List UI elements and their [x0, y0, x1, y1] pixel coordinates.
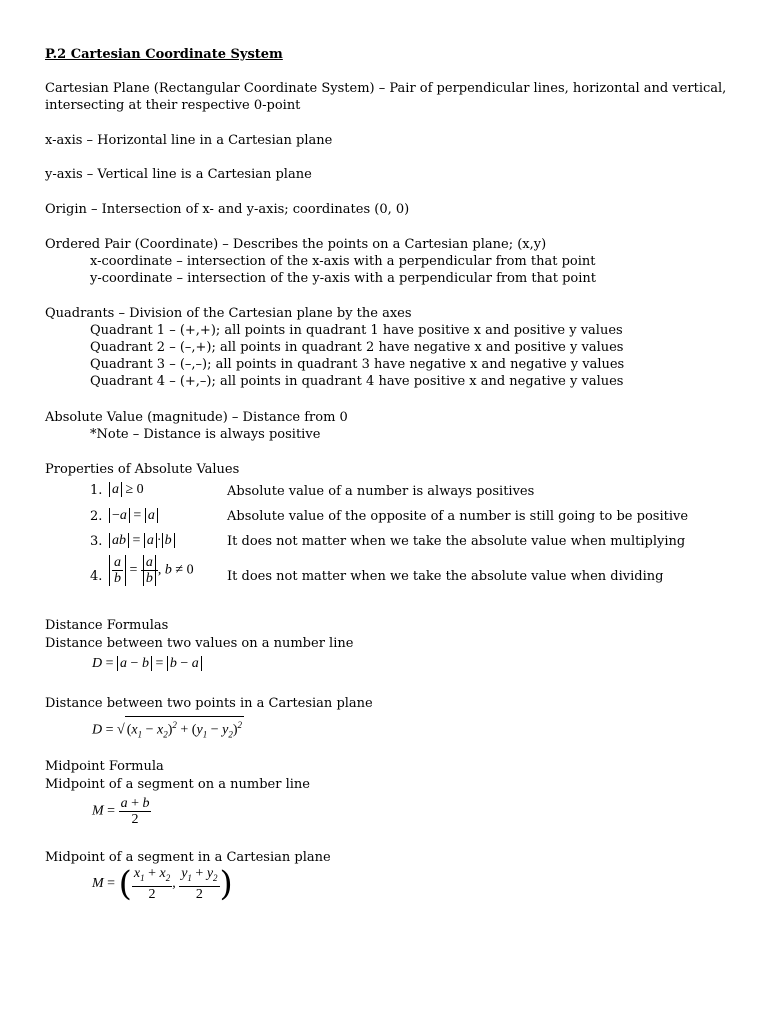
quadrants-definition: Quadrants – Division of the Cartesian plane by the axes [45, 306, 412, 321]
property-4-description: It does not matter when we take the absolute value when dividing [227, 569, 664, 584]
property-1-number: 1. [90, 483, 103, 498]
properties-heading: Properties of Absolute Values [45, 462, 240, 477]
x-coordinate-definition: x-coordinate – intersection of the x-axis with a perpendicular from that point [90, 254, 596, 269]
quadrant-4: Quadrant 4 – (+,–); all points in quadrant 4 have positive x and negative y values [90, 374, 624, 389]
distance-number-line-label: Distance between two values on a number line [45, 636, 354, 651]
property-4-formula: $\frac{a}{b}$ = $\frac{a}{b}$ , b ≠ 0 [109, 555, 194, 586]
property-3-description: It does not matter when we take the absolute value when multiplying [227, 534, 686, 549]
absolute-value-note: *Note – Distance is always positive [90, 427, 321, 442]
distance-plane-formula: D = √ $(x_1 - x_2)^2 + (y_1 - y_2)^2$ [92, 716, 244, 742]
quadrant-1: Quadrant 1 – (+,+); all points in quadrant 1 have positive x and positive y values [90, 323, 623, 338]
page-title: P.2 Cartesian Coordinate System [45, 47, 283, 62]
property-1-formula: a ≥ 0 [109, 482, 144, 498]
quadrant-3: Quadrant 3 – (–,–); all points in quadrant 3 have negative x and negative y values [90, 357, 625, 372]
distance-heading: Distance Formulas [45, 618, 169, 633]
quadrant-2: Quadrant 2 – (–,+); all points in quadrant 2 have negative x and positive y values [90, 340, 624, 355]
property-2-number: 2. [90, 509, 103, 524]
ordered-pair-definition: Ordered Pair (Coordinate) – Describes the points on a Cartesian plane; (x,y) [45, 237, 547, 252]
midpoint-plane-formula: M = ( $\frac{x_1 + x_2}{2}$ , $\frac{y_1 + y_2}{2}$ ) [92, 863, 233, 904]
property-1-description: Absolute value of a number is always positives [227, 484, 535, 499]
y-axis-definition: y-axis – Vertical line is a Cartesian plane [45, 167, 312, 182]
distance-plane-label: Distance between two points in a Cartesian plane [45, 696, 373, 711]
midpoint-number-line-formula: M = $\frac{a + b}{2}$ [92, 796, 150, 827]
absolute-value-definition: Absolute Value (magnitude) – Distance from 0 [45, 410, 348, 425]
property-2-formula: −a = a [109, 508, 158, 524]
midpoint-plane-label: Midpoint of a segment in a Cartesian plane [45, 850, 331, 865]
origin-definition: Origin – Intersection of x- and y-axis; coordinates (0, 0) [45, 202, 410, 217]
distance-number-line-formula: D = a − b = b − a [92, 656, 202, 672]
cartesian-plane-definition: Cartesian Plane (Rectangular Coordinate System) – Pair of perpendicular lines, horizontal and vertical, [45, 81, 727, 96]
property-3-number: 3. [90, 534, 103, 549]
property-2-description: Absolute value of the opposite of a number is still going to be positive [227, 509, 689, 524]
midpoint-number-line-label: Midpoint of a segment on a number line [45, 777, 310, 792]
y-coordinate-definition: y-coordinate – intersection of the y-axis with a perpendicular from that point [90, 271, 596, 286]
property-3-formula: ab = a · b [109, 533, 175, 549]
cartesian-plane-definition-cont: intersecting at their respective 0-point [45, 98, 301, 113]
x-axis-definition: x-axis – Horizontal line in a Cartesian plane [45, 133, 333, 148]
midpoint-heading: Midpoint Formula [45, 759, 164, 774]
property-4-number: 4. [90, 569, 103, 584]
